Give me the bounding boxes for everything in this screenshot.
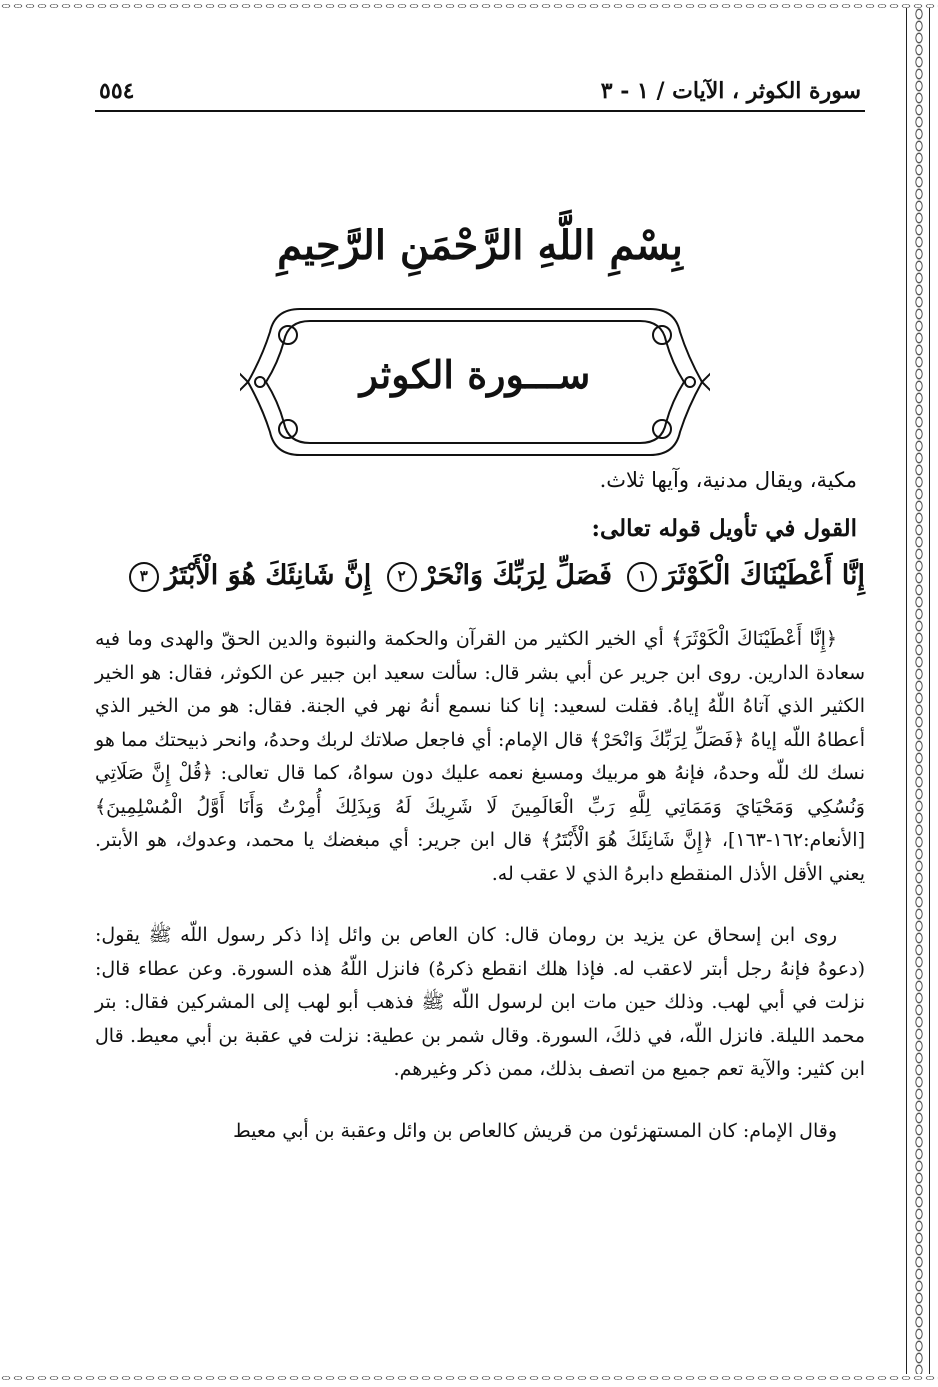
page-border-right bbox=[906, 8, 930, 1374]
page-border-bottom bbox=[0, 1372, 938, 1384]
commentary-body bbox=[95, 623, 865, 1148]
paragraph: روى ابن إسحاق عن يزيد بن رومان قال: كان العاص بن وائل إذا ذكر رسول اللّه ﷺ يقول: (دعوهُ فإنهُ رجل أبتر لاعقب له. فإذا هلك انقطع ذكرهُ) فانزل اللّهُ هذه السورة. وعن عطاء قال: نزلت في أبي لهب. وذلك حين مات ابن لرسول اللّه ﷺ فذهب أبو لهب إلى المشركين فقال: بتر محمد الليلة. فانزل اللّه، في ذلكَ، السورة. وقال شمر بن عطية: نزلت في عقبة بن أبي معيط. قال ابن كثير: والآية تعم جميع من اتصف بذلك، ممن ذكر وغيرهم. bbox=[95, 924, 865, 1080]
verse-text: إِنَّا أَعْطَيْنَاكَ الْكَوْثَرَ bbox=[663, 560, 865, 591]
page-border-top bbox=[0, 0, 938, 12]
ayah-number: ١ bbox=[627, 562, 657, 592]
section-heading: القول في تأويل قوله تعالى: bbox=[591, 515, 857, 542]
paragraph: ﴿إِنَّا أَعْطَيْنَاكَ الْكَوْثَرَ﴾ أي الخير الكثير من القرآن والحكمة والنبوة والدين الحقّ والهدى وما فيه سعادة الدارين. روى ابن جرير عن أبي بشر قال: سألت سعيد ابن جبير عن الكوثر، فقال: هو الخير الكثير الذي آتاهُ اللّهُ إياهُ. فقلت لسعيد: إنا كنا نسمع أنهُ نهر في الجنة. فقال: هو من الخير الذي أعطاهُ اللّه إياهُ ﴿فَصَلِّ لِرَبِّكَ وَانْحَرْ﴾ قال الإمام: أي فاجعل صلاتك لربك وحدهُ، وانحر ذبيحتك مما هو نسك لك للّه وحدهُ، فإنهُ هو مربيك ومسبغ نعمه عليك دون سواهُ، كما قال تعالى: ﴿قُلْ إِنَّ صَلَاتِي وَنُسُكِي وَمَحْيَايَ وَمَمَاتِي لِلَّهِ رَبِّ الْعَالَمِينَ لَا شَرِيكَ لَهُ وَبِذَلِكَ أُمِرْتُ وَأَنَا أَوَّلُ الْمُسْلِمِينَ﴾ [الأنعام:١٦٢-١٦٣]، ﴿إِنَّ شَانِئَكَ هُوَ الْأَبْتَرُ﴾ قال ابن جرير: أي مبغضك يا محمد، وعدوك، هو الأبتر. يعني الأقل الأذل المنقطع دابرهُ الذي لا عقب له. bbox=[95, 628, 865, 885]
running-header bbox=[95, 60, 865, 112]
paragraph: وقال الإمام: كان المستهزئون من قريش كالعاص بن وائل وعقبة بن أبي معيط bbox=[233, 1119, 837, 1142]
surah-title: ســـورة الكوثر bbox=[359, 352, 591, 397]
book-page bbox=[95, 60, 865, 1142]
verse-text: إِنَّ شَانِئَكَ هُوَ الْأَبْتَرُ bbox=[164, 560, 372, 591]
surah-title-frame bbox=[240, 297, 710, 467]
verse-text: فَصَلِّ لِرَبِّكَ وَانْحَرْ bbox=[422, 560, 613, 591]
running-title: سورة الكوثر ، الآيات / ١ - ٣ bbox=[600, 78, 861, 104]
quran-verses bbox=[95, 560, 865, 592]
ayah-number: ٢ bbox=[387, 562, 417, 592]
ayah-number: ٣ bbox=[129, 562, 159, 592]
surah-intro: مكية، ويقال مدنية، وآيها ثلاث. bbox=[599, 468, 857, 492]
basmala: بِسْمِ اللَّهِ الرَّحْمَنِ الرَّحِيمِ bbox=[277, 222, 683, 269]
page-number: ٥٥٤ bbox=[99, 78, 135, 104]
